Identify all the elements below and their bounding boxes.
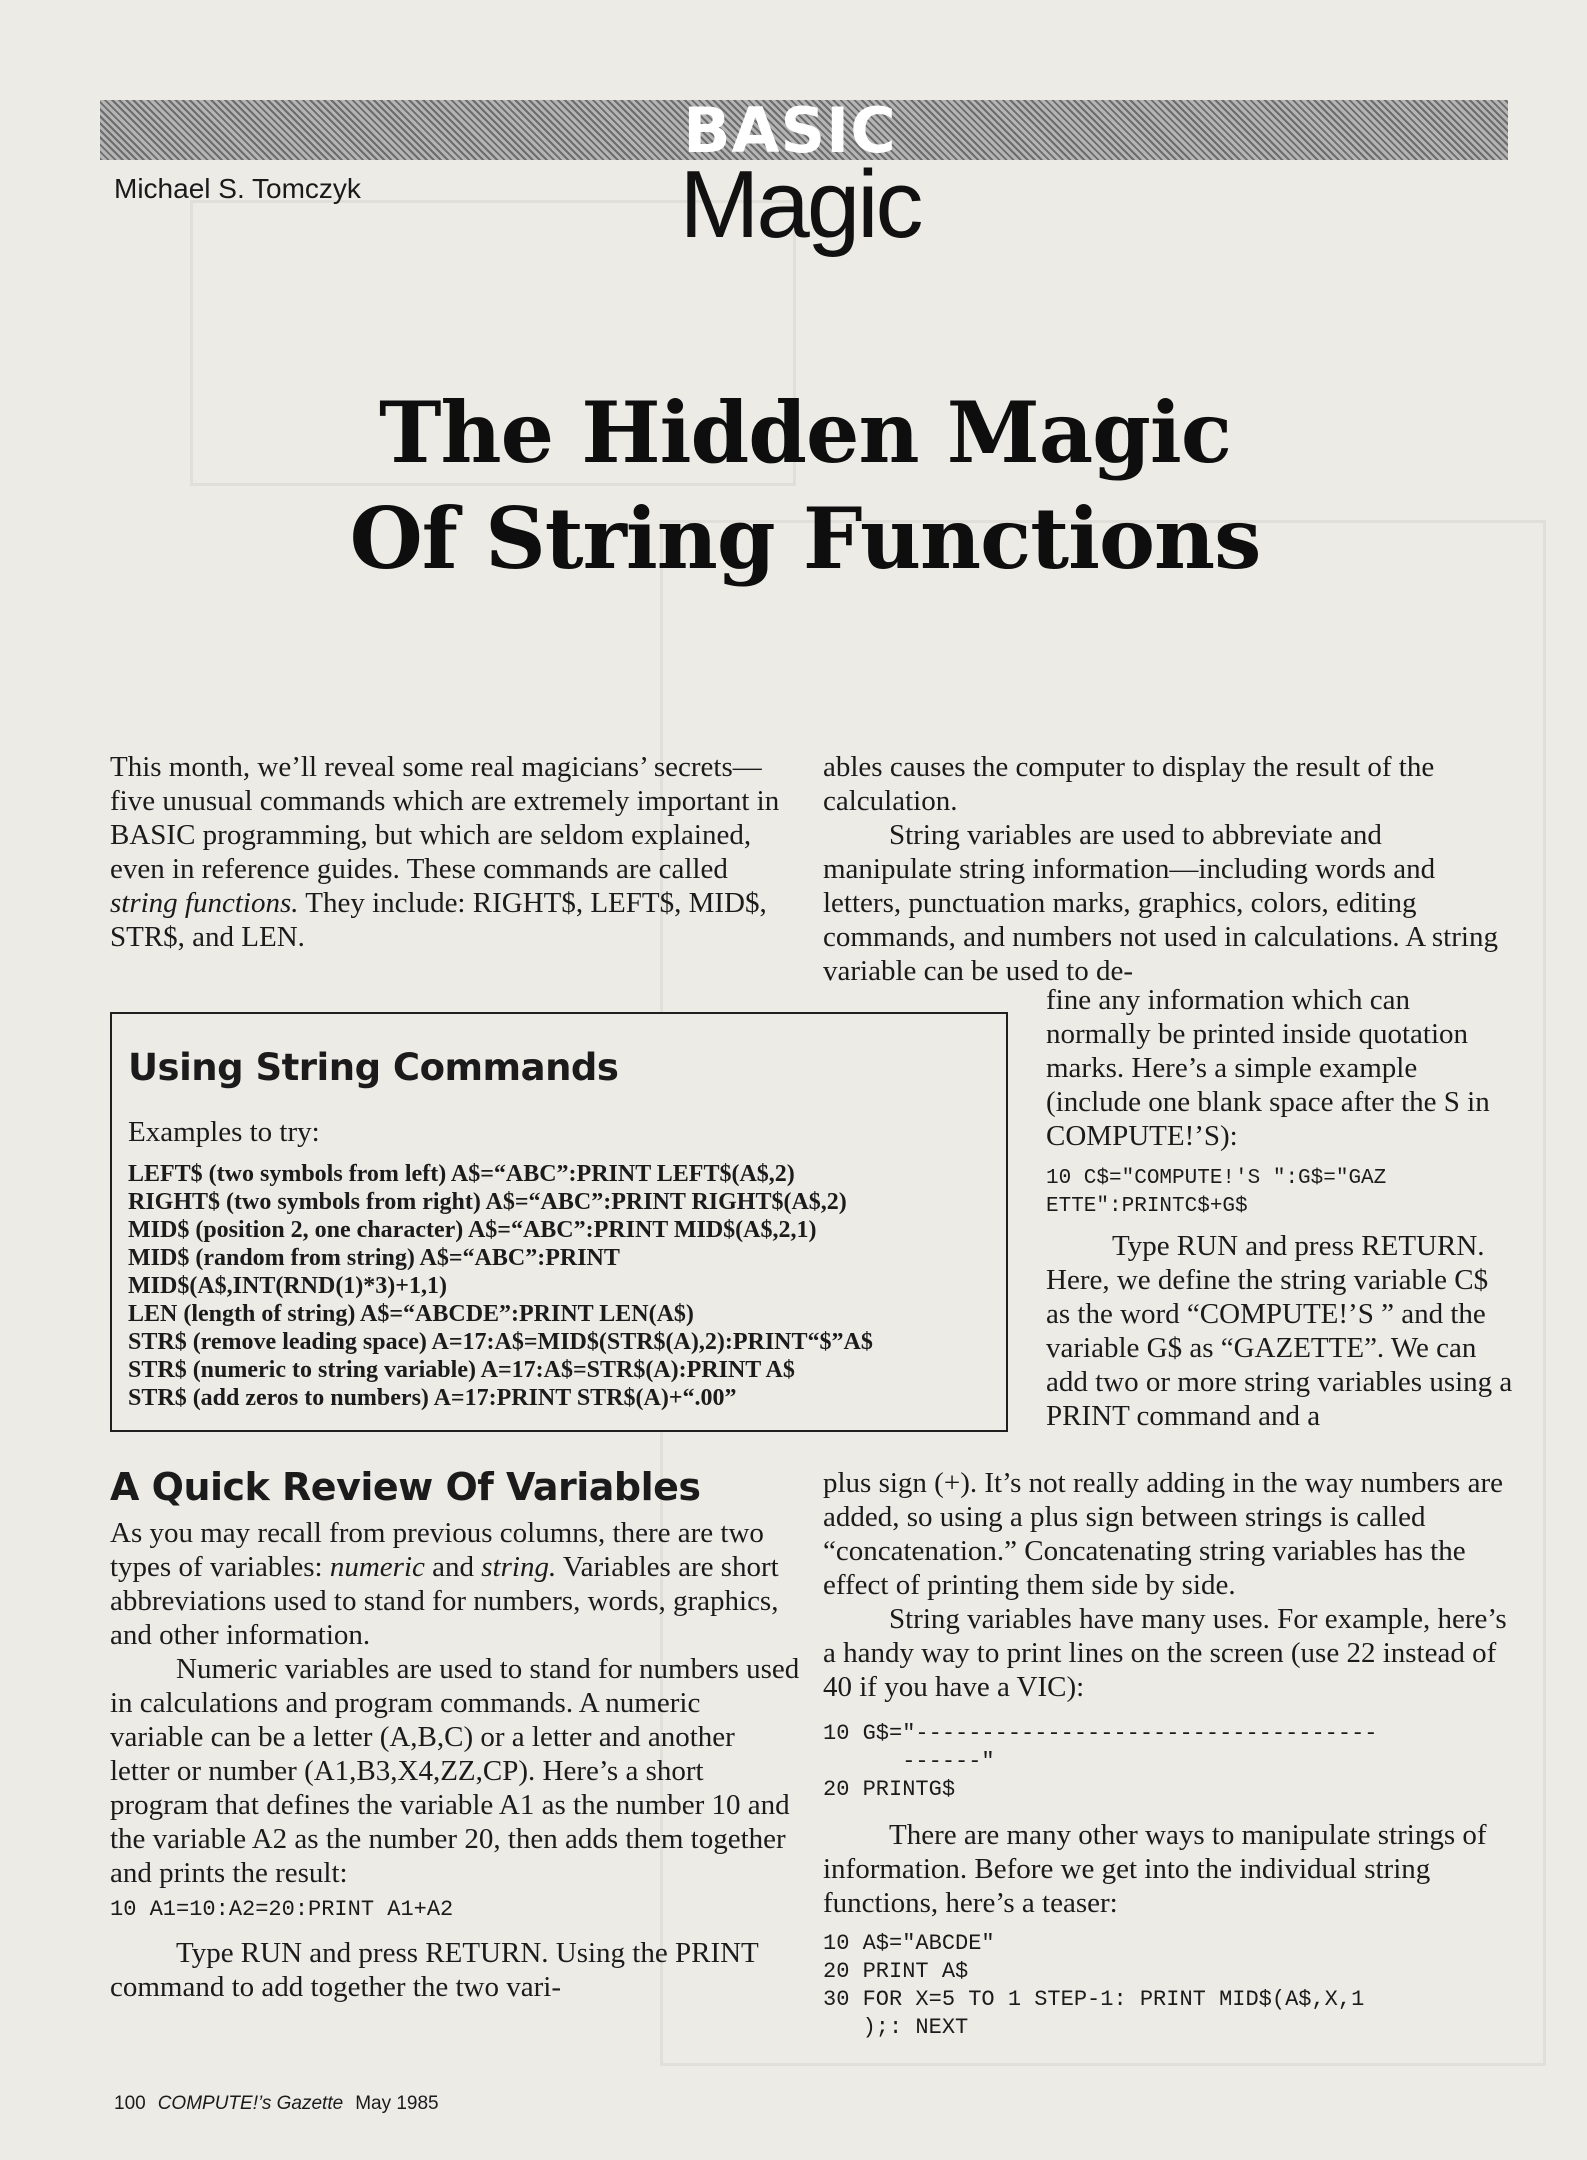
page-number: 100	[114, 2093, 146, 2114]
article-title-line-2: Of String Functions	[349, 489, 1261, 588]
issue-date: May 1985	[355, 2093, 439, 2114]
right-column-upper	[823, 750, 1513, 988]
author-byline: Michael S. Tomczyk	[114, 173, 361, 204]
right-paragraph-3b: plus sign (+). It’s not really adding in the way numbers are added, so using a plus sign between strings is called “concatenation.” Concatenating string variables has the effect of printing them side by side.	[823, 1467, 1503, 1601]
command-example: STR$ (numeric to string variable) A=17:A$=STR$(A):PRINT A$	[128, 1357, 795, 1383]
review-paragraph-1: As you may recall from previous columns, there are two types of variables: numeric and string. Variables are short abbreviations used to stand for numbers, words, graphics, and other information.	[110, 1517, 779, 1651]
right-paragraph-2a: String variables are used to abbreviate and manipulate string information—including words and letters, punctuation marks, graphics, colors, editing commands, and numbers not used in calculations. A string variable can be used to de-	[823, 819, 1498, 987]
article-title	[250, 380, 1360, 592]
code-listing-3: 10 G$="----------------------------------- ------" 20 PRINTG$	[823, 1721, 1378, 1802]
command-example: LEFT$ (two symbols from left) A$=“ABC”:PRINT LEFT$(A$,2)	[128, 1161, 795, 1187]
column-section-label: BASIC	[683, 94, 897, 167]
review-text	[110, 1516, 800, 2004]
code-listing-1: 10 A1=10:A2=20:PRINT A1+A2	[110, 1897, 454, 1922]
publication-name: COMPUTE!’s Gazette	[157, 2093, 344, 2114]
code-listing-2: 10 C$="COMPUTE!'S ":G$="GAZ ETTE":PRINTC$+G$	[1046, 1167, 1387, 1218]
command-example: STR$ (add zeros to numbers) A=17:PRINT STR$(A)+“.00”	[128, 1385, 737, 1411]
page-footer	[114, 2093, 439, 2115]
article-title-line-1: The Hidden Magic	[379, 383, 1231, 482]
command-example: STR$ (remove leading space) A=17:A$=MID$(STR$(A),2):PRINT“$”A$	[128, 1329, 873, 1355]
column-name: Magic	[679, 151, 921, 258]
right-paragraph-5: There are many other ways to manipulate strings of information. Before we get into the individual string functions, here’s a teaser:	[823, 1819, 1487, 1919]
code-listing-4: 10 A$="ABCDE" 20 PRINT A$ 30 FOR X=5 TO 1 STEP-1: PRINT MID$(A$,X,1 );: NEXT	[823, 1931, 1365, 2040]
command-list	[128, 1160, 998, 1412]
command-example: RIGHT$ (two symbols from right) A$=“ABC”:PRINT RIGHT$(A$,2)	[128, 1189, 847, 1215]
command-example: MID$ (position 2, one character) A$=“ABC”:PRINT MID$(A$,2,1)	[128, 1217, 817, 1243]
right-paragraph-2b: fine any information which can normally be printed inside quotation marks. Here’s a simple example (include one blank space after the S in COMPUTE!’S):	[1046, 984, 1490, 1152]
right-paragraph-3a: Type RUN and press RETURN. Here, we define the string variable C$ as the word “COMPUTE!’S ” and the variable G$ as “GAZETTE”. We can add two or more string variables using a PRINT command and a	[1046, 1230, 1513, 1432]
intro-paragraph: This month, we’ll reveal some real magicians’ secrets—five unusual commands which are extremely important in BASIC programming, but which are seldom explained, even in reference guides. These commands are called string functions. They include: RIGHT$, LEFT$, MID$, STR$, and LEN.	[110, 751, 780, 953]
section-heading: A Quick Review Of Variables	[110, 1465, 701, 1509]
right-column-narrow	[1046, 983, 1516, 1433]
review-paragraph-2: Numeric variables are used to stand for numbers used in calculations and program commands. A numeric variable can be a letter (A,B,C) or a letter and another letter or number (A1,B3,X4,ZZ,CP). Here’s a short program that defines the variable A1 as the number 10 and the variable A2 as the number 20, then adds them together and prints the result:	[110, 1653, 800, 1889]
sidebar-box	[110, 1012, 1008, 1432]
command-example: MID$(A$,INT(RND(1)*3)+1,1)	[128, 1273, 447, 1299]
command-example: MID$ (random from string) A$=“ABC”:PRINT	[128, 1245, 620, 1271]
right-column-lower	[823, 1466, 1513, 2042]
right-paragraph-4: String variables have many uses. For example, here’s a handy way to print lines on the screen (use 22 instead of 40 if you have a VIC):	[823, 1603, 1507, 1703]
review-paragraph-3: Type RUN and press RETURN. Using the PRINT command to add together the two vari-	[110, 1937, 759, 2003]
right-paragraph-1: ables causes the computer to display the result of the calculation.	[823, 751, 1435, 817]
sidebar-title: Using String Commands	[128, 1046, 619, 1089]
command-example: LEN (length of string) A$=“ABCDE”:PRINT LEN(A$)	[128, 1301, 694, 1327]
sidebar-subtitle: Examples to try:	[128, 1116, 320, 1148]
